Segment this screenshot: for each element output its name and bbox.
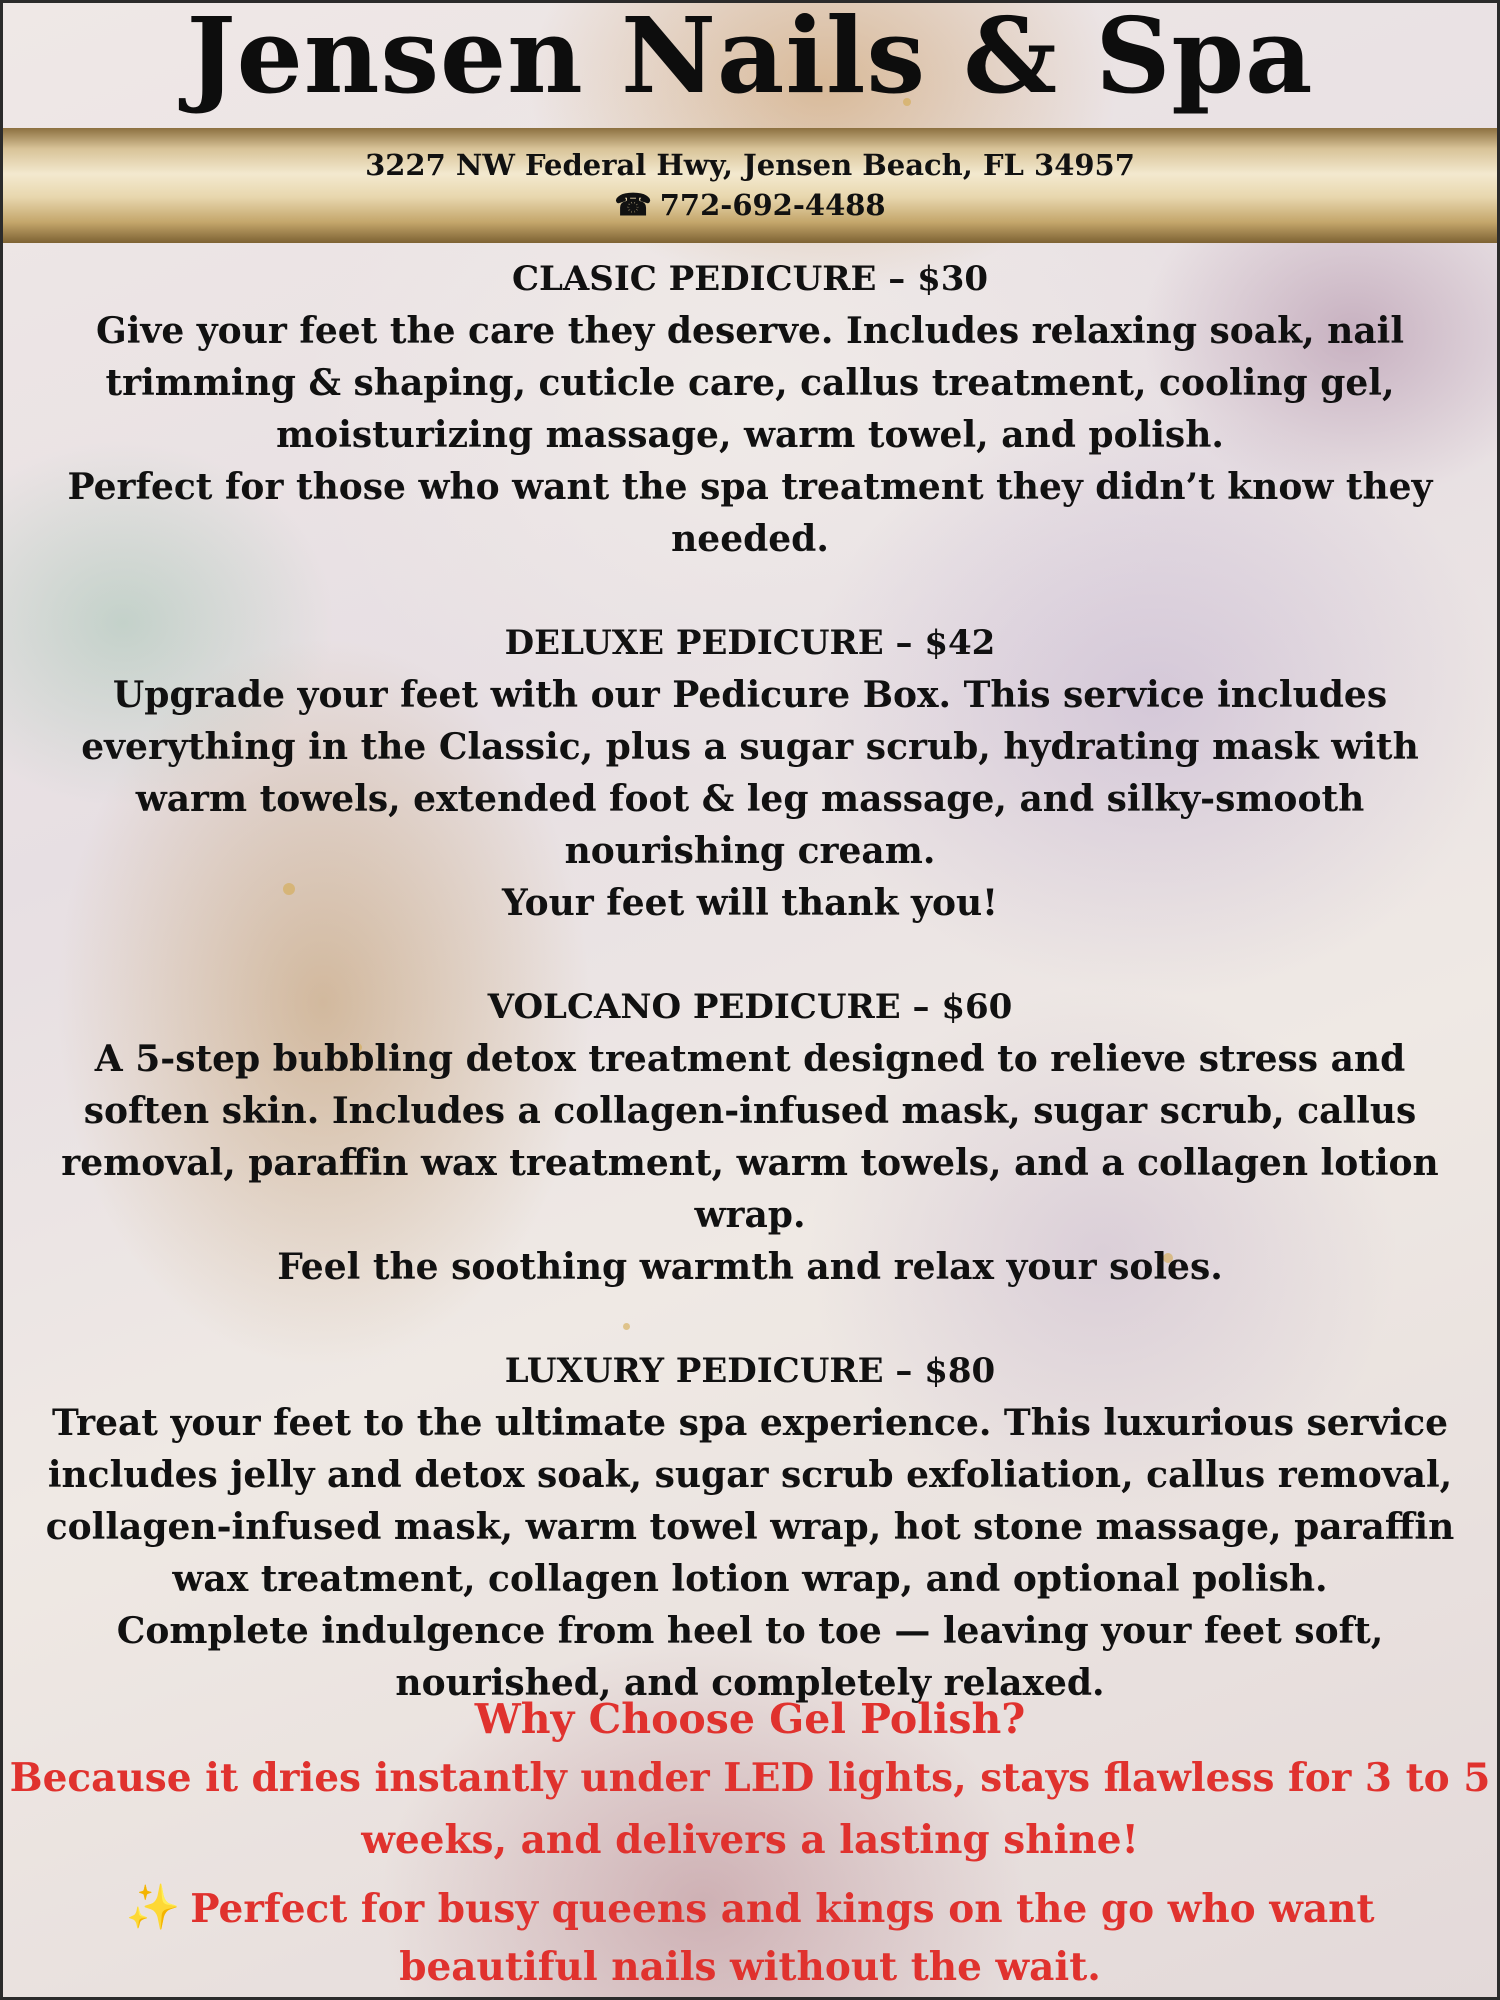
gel-answer: Because it dries instantly under LED lights, stays flawless for 3 to 5 weeks, and delivers a lasting shine! [9,1755,1491,1863]
service-title: DELUXE PEDICURE – $42 [504,623,996,663]
service-tagline: Your feet will thank you! [502,882,998,924]
service-classic [3,253,1497,565]
service-description: Treat your feet to the ultimate spa experience. This luxurious service includes jelly and detox soak, sugar scrub exfoliation, callus removal, collagen-infused mask, warm towel wrap, hot stone massage, paraffin wax treatment, collagen lotion wrap, and optional polish. [45,1402,1455,1600]
phone-number: 772-692-4488 [659,188,886,222]
service-volcano [3,981,1497,1293]
service-luxury [3,1345,1497,1709]
gel-closing [50,1879,1450,1996]
service-description: A 5-step bubbling detox treatment designed to relieve stress and soften skin. Includes a collagen-infused mask, sugar scrub, callus removal, paraffin wax treatment, warm towels, and a collagen lotion wrap. [61,1038,1439,1236]
telephone-icon: ☎ [614,188,652,223]
sparkle-icon: ✨ [125,1882,181,1933]
service-deluxe [3,617,1497,929]
contact-banner [3,128,1497,243]
page-title: Jensen Nails & Spa [186,0,1314,117]
phone-row [3,188,1497,223]
service-description: Give your feet the care they deserve. Includes relaxing soak, nail trimming & shaping, cuticle care, callus treatment, cooling gel, moisturizing massage, warm towel, and polish. [95,310,1404,456]
service-title: VOLCANO PEDICURE – $60 [487,987,1013,1027]
gel-polish-section [3,1691,1497,1996]
service-tagline: Perfect for those who want the spa treatment they didn’t know they needed. [67,466,1433,560]
gel-question: Why Choose Gel Polish? [474,1695,1026,1743]
gel-closing-text: Perfect for busy queens and kings on the go who want beautiful nails without the wait. [190,1886,1375,1990]
service-tagline: Complete indulgence from heel to toe — leaving your feet soft, nourished, and completely relaxed. [116,1610,1384,1704]
service-description: Upgrade your feet with our Pedicure Box. This service includes everything in the Classic, plus a sugar scrub, hydrating mask with warm towels, extended foot & leg massage, and silky-smooth nourishing cream. [81,674,1419,872]
service-tagline: Feel the soothing warmth and relax your soles. [277,1246,1223,1288]
service-title: LUXURY PEDICURE – $80 [504,1351,996,1391]
services-list [3,253,1497,1709]
address-text: 3227 NW Federal Hwy, Jensen Beach, FL 34957 [365,148,1135,182]
service-title: CLASIC PEDICURE – $30 [511,259,989,299]
